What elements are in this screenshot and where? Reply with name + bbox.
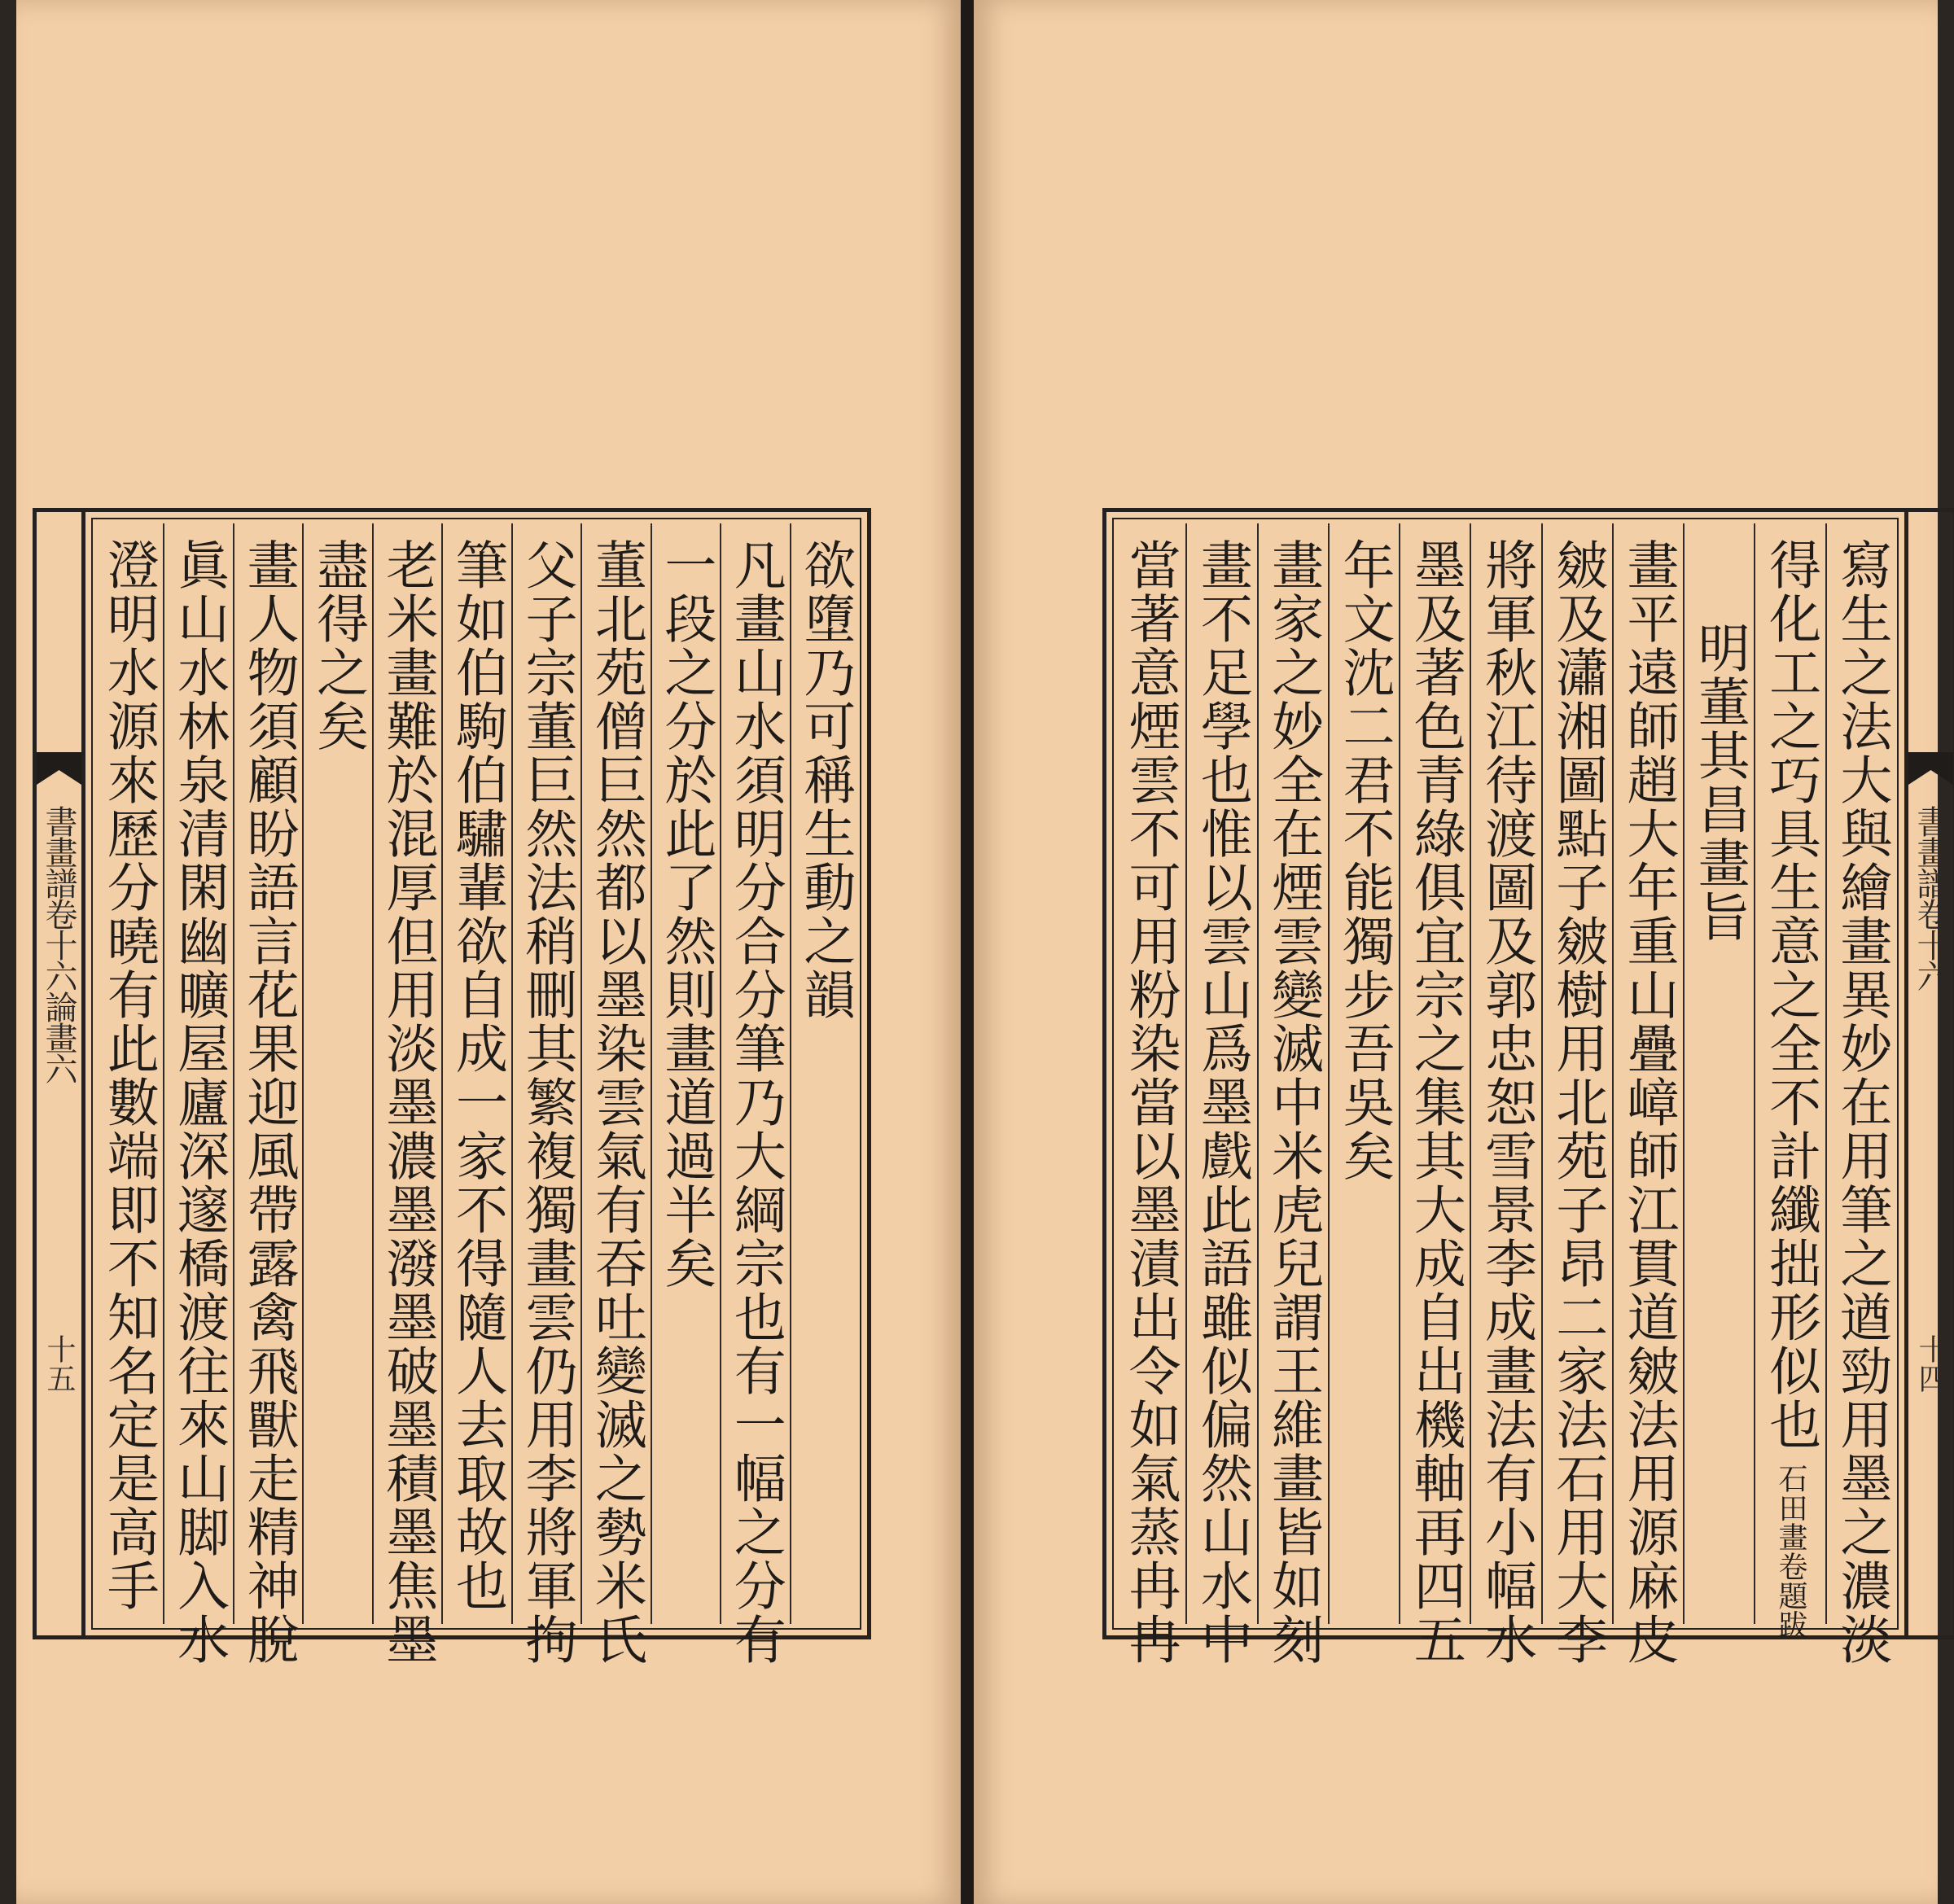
column-text: 畫不足學也惟以雲山爲墨戲此語雖似偏然山水中 [1191, 538, 1252, 1666]
text-column [651, 523, 720, 1624]
column-text: 畫家之妙全在煙雲變滅中米虎兒謂王維畫皆如刻 [1263, 538, 1324, 1666]
right-page [974, 0, 1949, 1904]
text-column [372, 523, 441, 1666]
column-text: 欲墮乃可稱生動之韻 [795, 538, 856, 1022]
column-text: 父子宗董巨然法稍刪其繁複獨畫雲仍用李將軍拘 [516, 538, 577, 1666]
text-column [1541, 523, 1612, 1666]
left-text-frame [81, 508, 871, 1666]
column-text: 凡畫山水須明分合分筆乃大綱宗也有一幅之分有 [725, 538, 786, 1666]
text-column [1328, 523, 1399, 1624]
text-column [302, 523, 371, 1624]
book-gutter [961, 0, 974, 1904]
fish-tail-mark [1908, 752, 1953, 785]
text-column [1612, 523, 1683, 1666]
text-column [1754, 523, 1825, 1639]
banxin-title: 書畫譜卷十六論畫六 [40, 805, 77, 1083]
text-column [1683, 523, 1754, 1624]
column-text: 澄明水源來歷分曉有此數端即不知名定是高手 [98, 538, 159, 1613]
column-text: 當著意煙雲不可用粉染當以墨漬出令如氣蒸冉冉 [1119, 538, 1181, 1666]
column-text: 眞山水林泉清閑幽曠屋廬深邃橋渡往來山脚入水 [169, 538, 230, 1666]
column-text: 筆如伯駒伯驌輩欲自成一家不得隨人去取故也 [446, 538, 507, 1613]
text-column [790, 523, 859, 1624]
column-text: 得化工之巧具生意之全不計纖拙形似也 [1760, 538, 1821, 1451]
text-column [720, 523, 789, 1666]
text-column [233, 523, 302, 1666]
text-column [1185, 523, 1256, 1666]
text-column [1825, 523, 1896, 1666]
column-text: 皴及瀟湘圖點子皴樹用北苑子昂二家法石用大李 [1547, 538, 1608, 1666]
text-column [94, 523, 163, 1624]
folio-number: 十五 [42, 1334, 76, 1393]
right-banxin [1908, 508, 1954, 1639]
column-text: 年文沈二君不能獨步吾吳矣 [1334, 538, 1395, 1183]
column-text: 董北苑僧巨然都以墨染雲氣有吞吐變滅之勢米氏 [585, 538, 646, 1666]
column-text: 盡得之矣 [308, 538, 369, 753]
column-text: 畫平遠師趙大年重山疊嶂師江貫道皴法用源麻皮 [1618, 538, 1679, 1666]
right-text-frame [1102, 508, 1908, 1666]
left-page [16, 0, 961, 1904]
text-column [163, 523, 232, 1666]
column-text: 墨及著色青綠俱宜宗之集其大成自出機軸再四五 [1404, 538, 1466, 1666]
column-text: 將軍秋江待渡圖及郭忠恕雪景李成畫法有小幅水 [1475, 538, 1536, 1666]
text-column [511, 523, 581, 1666]
text-column [441, 523, 510, 1624]
folio-number: 十四 [1914, 1334, 1947, 1393]
text-column [581, 523, 650, 1666]
text-column [1115, 523, 1185, 1666]
source-note: 石田畫卷題跋 [1773, 1464, 1807, 1639]
banxin-title: 書畫譜卷十六 [1912, 805, 1949, 991]
fish-tail-mark [37, 752, 81, 785]
column-text: 明董其昌畫旨 [1689, 621, 1750, 943]
text-column [1470, 523, 1540, 1666]
column-text: 寫生之法大與繪畫異妙在用筆之遒勁用墨之濃淡 [1831, 538, 1892, 1666]
text-column [1257, 523, 1328, 1666]
left-banxin [33, 508, 81, 1639]
text-column [1399, 523, 1470, 1666]
column-text: 一段之分於此了然則畫道過半矣 [655, 538, 716, 1290]
column-text: 老米畫難於混厚但用淡墨濃墨潑墨破墨積墨焦墨 [377, 538, 438, 1666]
column-text: 畫人物須顧盼語言花果迎風帶露禽飛獸走精神脫 [238, 538, 299, 1666]
